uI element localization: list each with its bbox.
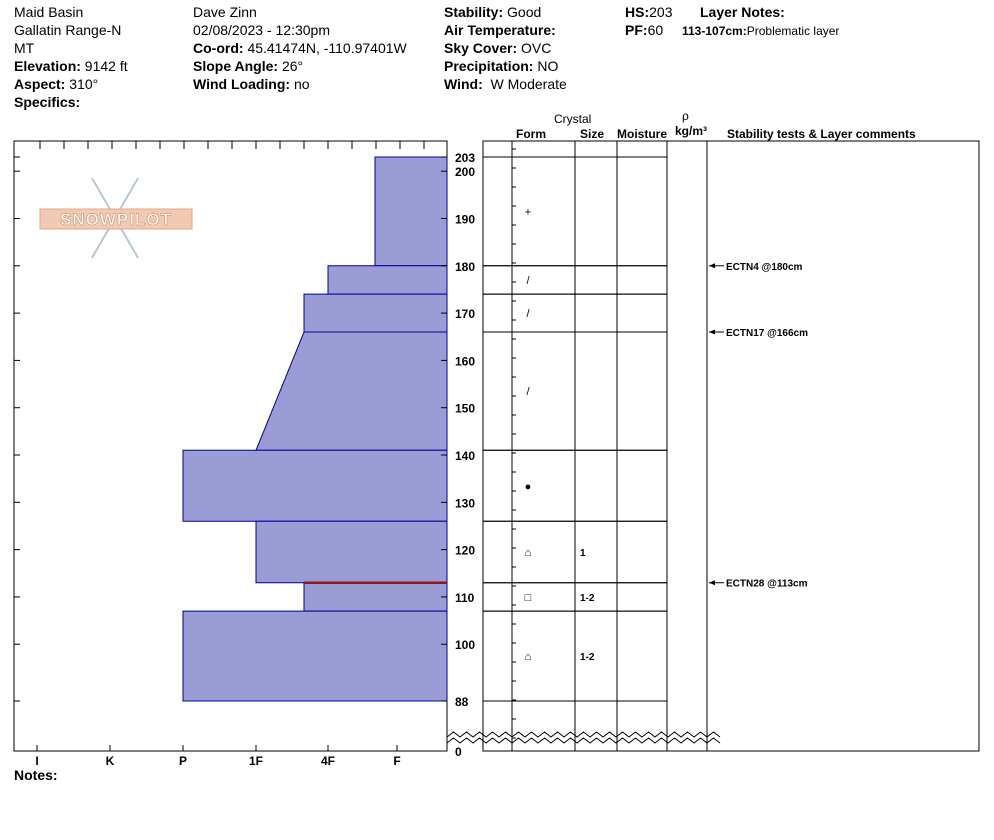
hardness-layer-3 [256,332,447,450]
layer-note-depth: 113-107cm: [682,24,747,38]
y-tick-label: 140 [455,449,476,464]
y-tick-label: 100 [455,638,476,653]
crystal-size-7: 1-2 [580,652,595,664]
air-temp-label: Air Temperature: [444,22,556,38]
crystal-form-0: + [524,206,532,219]
test-arrow-head-1 [709,330,715,335]
crystal-form-4: ● [524,480,532,493]
range: Gallatin Range-N [14,22,122,38]
aspect-label: Aspect: [14,76,66,92]
elevation-value: 9142 ft [84,58,128,74]
layer-table-frame [483,141,979,751]
elevation-label: Elevation: [14,58,81,74]
crystal-size-6: 1-2 [580,592,595,604]
stability-label: Stability: [444,4,504,20]
hardness-label-P: P [178,754,188,768]
observer: Dave Zinn [193,4,257,20]
size-header: Size [580,127,605,141]
wind-loading-label: Wind Loading: [193,76,291,92]
y-tick-label: 88 [455,695,469,709]
form-header: Form [516,127,546,141]
crystal-form-5: ⌂ [524,546,532,559]
hardness-label-I: I [35,754,39,768]
stability-tests-header: Stability tests & Layer comments [727,127,916,141]
pf-label: PF: [625,22,648,38]
crystal-form-6: □ [524,591,532,604]
crystal-form-1: / [526,274,530,287]
slope-value: 26° [281,58,304,74]
pf-value: 60 [647,22,664,38]
hs-label: HS: [625,4,650,20]
precip-value: NO [537,58,559,74]
crystal-form-3: / [526,386,530,399]
stability-value: Good [507,4,542,20]
coord-value: 45.41474N, -110.97401W [247,40,407,56]
y-tick-label: 150 [455,401,476,416]
precip-label: Precipitation: [444,58,534,74]
y-tick-label: 203 [455,151,476,165]
hardness-layer-6 [304,583,447,611]
notes-label: Notes: [14,767,58,783]
hardness-layer-1 [328,266,447,294]
test-arrow-head-2 [709,580,715,585]
moisture-header: Moisture [617,127,668,141]
crystal-form-7: ⌂ [524,651,532,664]
hardness-layer-5 [256,521,447,582]
stability-test-0: ECTN4 @180cm [726,261,803,273]
wind-value: W Moderate [490,76,567,92]
test-arrow-head-0 [709,263,715,268]
crystal-size-5: 1 [580,547,586,559]
stability-test-1: ECTN17 @166cm [726,328,809,340]
axis-break [447,738,720,743]
axis-break [447,732,720,737]
y-tick-label: 160 [455,354,476,369]
aspect-value: 310° [69,76,99,92]
hardness-layer-2 [304,294,447,332]
layer-notes-label: Layer Notes: [700,4,785,20]
sky-value: OVC [521,40,552,56]
hardness-label-K: K [105,754,115,768]
density-header: kg/m³ [675,124,708,138]
layer-note-text: Problematic layer [746,24,840,38]
sky-label: Sky Cover: [444,40,518,56]
logo-text: SNOWPILOT [60,210,172,229]
crystal-form-2: / [526,308,530,321]
specifics-label: Specifics: [14,94,81,110]
y-tick-label: 180 [455,259,476,274]
hardness-layer-7 [183,611,447,701]
wind-label: Wind: [444,76,483,92]
y-tick-label: 170 [455,307,476,322]
y-tick-label: 0 [455,745,462,759]
stability-test-2: ECTN28 @113cm [726,578,808,590]
coord-label: Co-ord: [193,40,244,56]
hs-value: 203 [649,4,673,20]
y-tick-label: 200 [455,165,476,180]
hardness-layer-4 [183,450,447,521]
wind-loading-value: no [293,76,310,92]
hardness-layer-0 [375,157,447,266]
y-tick-label: 110 [455,590,475,605]
location: Maid Basin [14,4,84,20]
datetime: 02/08/2023 - 12:30pm [193,22,330,38]
hardness-label-1F: 1F [248,754,264,768]
y-tick-label: 190 [455,212,476,227]
y-tick-label: 120 [455,543,476,558]
state: MT [14,40,35,56]
rho-header: ρ [682,109,689,123]
crystal-header: Crystal [554,112,592,126]
hardness-label-F: F [393,754,401,768]
slope-label: Slope Angle: [193,58,279,74]
hardness-label-4F: 4F [320,754,336,768]
y-tick-label: 130 [455,496,476,511]
